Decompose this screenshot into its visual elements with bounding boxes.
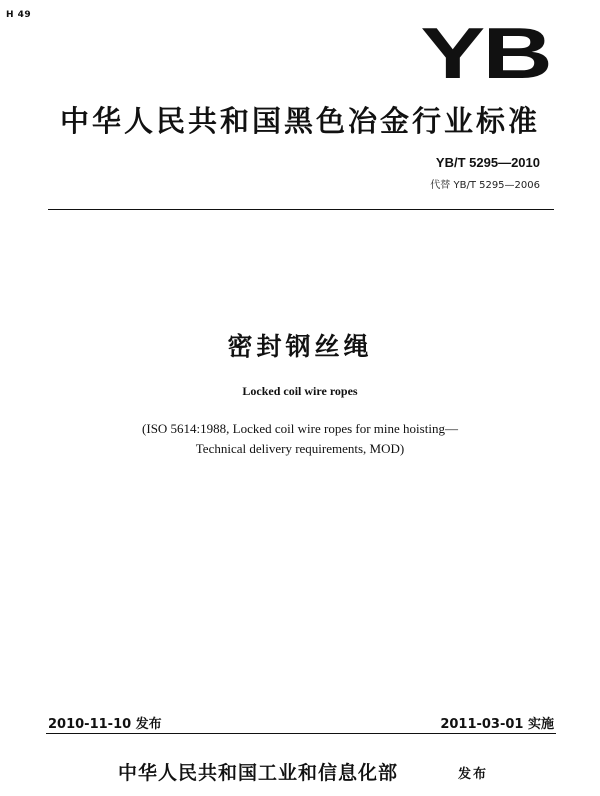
classification-code: H 49 [6,10,32,20]
issue-label: 发布 [458,767,489,782]
chinese-title: 密封钢丝绳 [227,332,373,361]
issue-date: 2010-11-10 发布 [48,717,162,732]
iso-reference-line-2: Technical delivery requirements, MOD) [195,441,405,456]
english-title: Locked coil wire ropes [242,384,358,398]
org-title: 中华人民共和国黑色冶金行业标准 [59,104,540,138]
yb-logo: YB [420,14,550,94]
standard-number: YB/T 5295—2010 [435,155,540,170]
bottom-divider [46,733,556,734]
iso-reference-line-1: (ISO 5614:1988, Locked coil wire ropes for mine hoisting— [142,421,458,436]
implementation-date: 2011-03-01 实施 [440,717,554,732]
top-divider [48,209,554,210]
replaces-standard: 代替 YB/T 5295—2006 [430,180,540,191]
issuing-authority: 中华人民共和国工业和信息化部 [118,762,399,784]
